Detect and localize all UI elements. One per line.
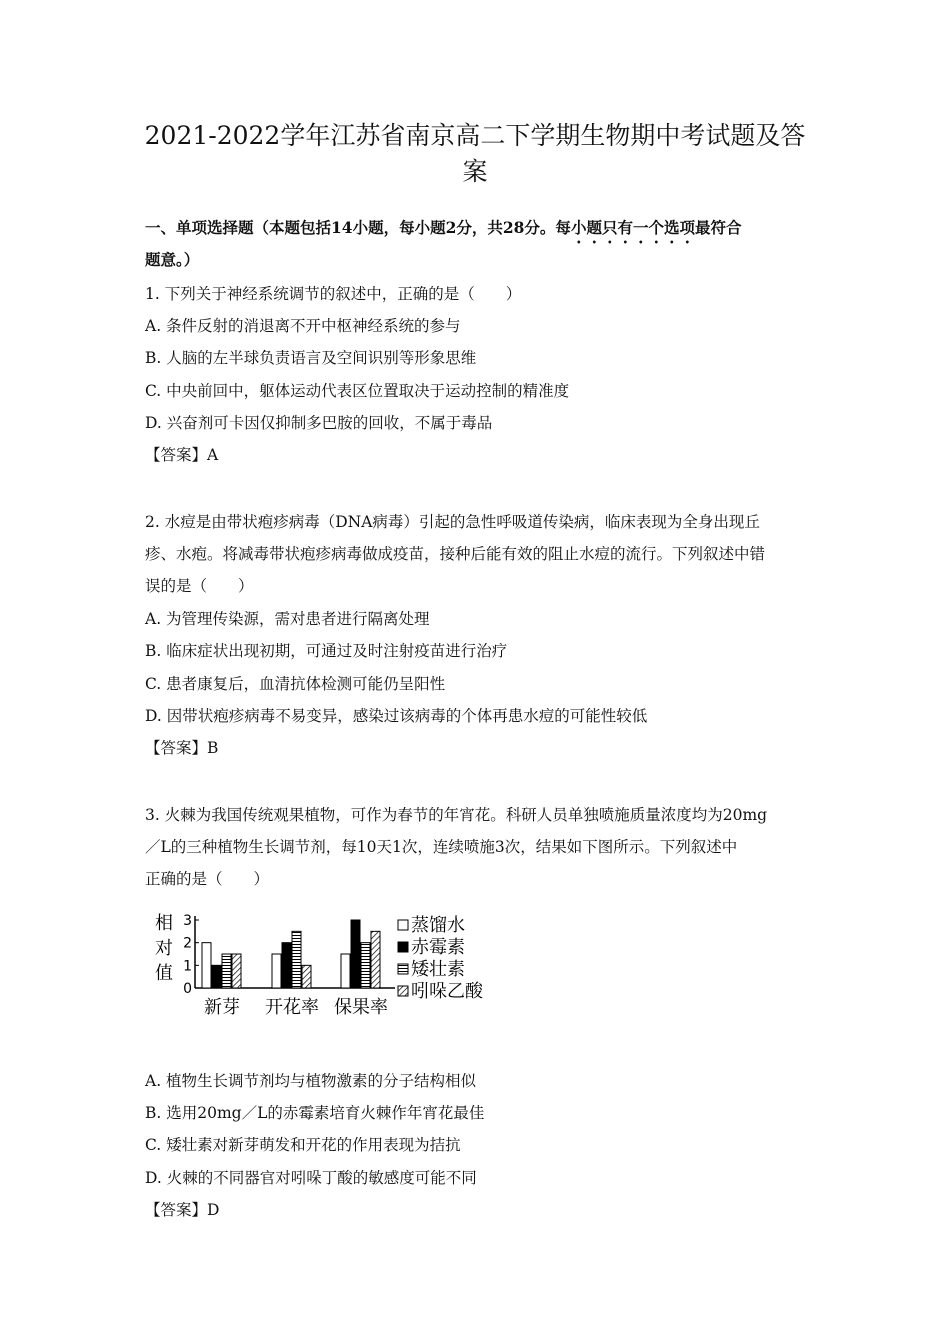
q2-stem-line-2: 疹、水疱。将减毒带状疱疹病毒做成疫苗，接种后能有效的阻止水痘的流行。下列叙述中错 (145, 545, 766, 563)
y-axis-label-char: 对 (155, 938, 173, 959)
x-category-label: 保果率 (334, 997, 388, 1018)
q3-stem-line-3: 正确的是（ ） (145, 870, 270, 888)
bar (272, 954, 281, 988)
y-axis-label-char: 相 (155, 913, 173, 934)
x-category-label: 开花率 (265, 997, 319, 1018)
bar (202, 943, 211, 988)
bar (361, 943, 370, 988)
q1-option-c: C. 中央前回中，躯体运动代表区位置取决于运动控制的精准度 (145, 382, 570, 400)
q3-option-a: A. 植物生长调节剂均与植物激素的分子结构相似 (145, 1072, 477, 1090)
q2-option-c: C. 患者康复后，血清抗体检测可能仍呈阳性 (145, 675, 446, 693)
title-line-2: 案 (462, 157, 488, 186)
bar (212, 965, 221, 988)
bar (232, 954, 241, 988)
legend-swatch (398, 964, 408, 974)
legend-label: 矮壮素 (411, 959, 465, 980)
y-axis-label-char: 值 (155, 963, 173, 984)
bar-chart (145, 910, 505, 1022)
q1-option-d: D. 兴奋剂可卡因仅抑制多巴胺的回收，不属于毒品 (145, 414, 493, 432)
q3-option-d: D. 火棘的不同器官对吲哚丁酸的敏感度可能不同 (145, 1169, 477, 1187)
bar (292, 931, 301, 988)
y-tick-label: 3 (183, 913, 192, 929)
y-tick-label: 2 (183, 935, 192, 952)
legend-label: 蒸馏水 (411, 915, 465, 936)
bar (222, 954, 231, 988)
bar (351, 920, 360, 988)
q1-option-a: A. 条件反射的消退离不开中枢神经系统的参与 (145, 317, 461, 335)
q3-answer: 【答案】D (145, 1201, 220, 1219)
legend-swatch (398, 986, 408, 996)
section-heading-prefix: 一、单项选择题（本题包括14小题，每小题2分，共28分。每 (145, 218, 571, 237)
bar (302, 965, 311, 988)
bar (341, 954, 350, 988)
section-heading (145, 216, 741, 247)
q2-option-b: B. 临床症状出现初期，可通过及时注射疫苗进行治疗 (145, 642, 508, 660)
q2-stem-line-3: 误的是（ ） (145, 577, 254, 595)
title-line-1: 2021-2022学年江苏省南京高二下学期生物期中考试题及答 (144, 121, 806, 150)
section-heading-emphasis: 小题只有一个选项 (570, 218, 695, 237)
q1-answer: 【答案】A (145, 446, 219, 464)
q3-option-c: C. 矮壮素对新芽萌发和开花的作用表现为拮抗 (145, 1136, 461, 1154)
y-tick-label: 0 (183, 981, 192, 997)
q2-option-d: D. 因带状疱疹病毒不易变异，感染过该病毒的个体再患水痘的可能性较低 (145, 707, 648, 725)
q1-stem: 1. 下列关于神经系统调节的叙述中，正确的是（ ） (145, 285, 522, 303)
q3-stem-line-2: ／L的三种植物生长调节剂，每10天1次，连续喷施3次，结果如下图所示。下列叙述中 (145, 838, 738, 856)
legend-label: 吲哚乙酸 (411, 981, 483, 1002)
q3-stem-line-1: 3. 火棘为我国传统观果植物，可作为春节的年宵花。科研人员单独喷施质量浓度均为20mg (145, 806, 768, 824)
x-category-label: 新芽 (204, 997, 240, 1018)
legend-swatch (398, 942, 408, 952)
legend-swatch (398, 920, 408, 930)
q2-answer: 【答案】B (145, 739, 219, 757)
section-heading-line-2: 题意。） (145, 250, 200, 269)
bar (282, 943, 291, 988)
q2-stem-line-1: 2. 水痘是由带状疱疹病毒（DNA病毒）引起的急性呼吸道传染病，临床表现为全身出现丘 (145, 513, 760, 531)
section-heading-suffix: 最符合 (694, 218, 742, 237)
q2-option-a: A. 为管理传染源，需对患者进行隔离处理 (145, 610, 430, 628)
bar (371, 931, 380, 988)
q3-option-b: B. 选用20mg／L的赤霉素培育火棘作年宵花最佳 (145, 1104, 485, 1122)
q1-option-b: B. 人脑的左半球负责语言及空间识别等形象思维 (145, 349, 477, 367)
y-tick-label: 1 (183, 958, 192, 975)
document-title (130, 118, 820, 190)
legend-label: 赤霉素 (411, 937, 465, 958)
